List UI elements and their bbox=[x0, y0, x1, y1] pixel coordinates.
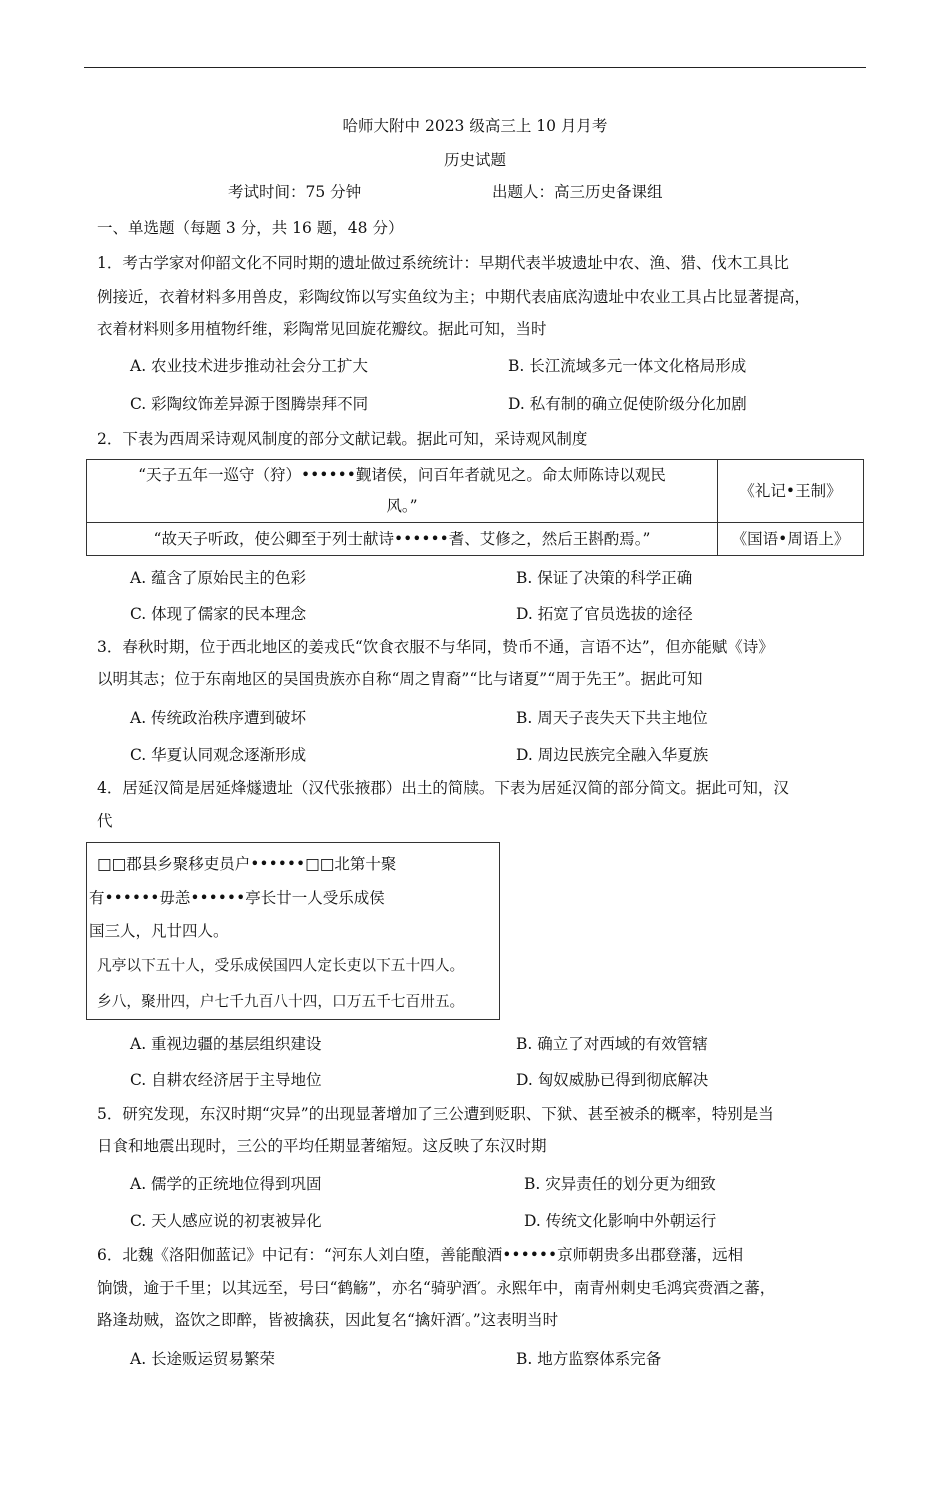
q5-option-b: B. 灾异责任的划分更为细致 bbox=[524, 1175, 716, 1193]
q4-option-b: B. 确立了对西域的有效管辖 bbox=[516, 1035, 708, 1053]
exam-author: 出题人：高三历史备课组 bbox=[492, 183, 663, 201]
table-row bbox=[87, 523, 864, 556]
q2-row1-text-line: 风。” bbox=[386, 497, 418, 515]
q5-option-a: A. 儒学的正统地位得到巩固 bbox=[130, 1175, 322, 1193]
q4-source-box bbox=[86, 842, 500, 1020]
q2-option-a: A. 蕴含了原始民主的色彩 bbox=[130, 569, 307, 587]
q3-stem-line: 以明其志；位于东南地区的吴国贵族亦自称“周之胄裔”“比与诸夏”“周于先王”。据此可知 bbox=[97, 670, 703, 688]
section-heading: 一、单选题（每题 3 分，共 16 题，48 分） bbox=[97, 219, 404, 237]
subject-title: 历史试题 bbox=[443, 151, 506, 169]
q5-stem-line: 日食和地震出现时，三公的平均任期显著缩短。这反映了东汉时期 bbox=[97, 1137, 547, 1155]
q4-box-line: 乡八，聚卅四，户七千九百八十四，口万五千七百卅五。 bbox=[97, 993, 465, 1010]
q4-box-line: 凡亭以下五十人，受乐成侯国四人定长吏以下五十四人。 bbox=[97, 957, 465, 974]
exam-time: 考试时间：75 分钟 bbox=[228, 183, 362, 201]
q2-stem: 2．下表为西周采诗观风制度的部分文献记载。据此可知，采诗观风制度 bbox=[97, 430, 588, 448]
q3-option-c: C. 华夏认同观念逐渐形成 bbox=[130, 746, 307, 764]
q4-box-line: □□郡县乡聚移吏员户••••••□□北第十聚 bbox=[97, 855, 397, 873]
q2-source-table bbox=[86, 459, 864, 556]
q2-row1-text bbox=[87, 460, 718, 523]
q1-stem-line: 衣着材料则多用植物纤维，彩陶常见回旋花瓣纹。据此可知，当时 bbox=[97, 320, 547, 338]
q4-option-a: A. 重视边疆的基层组织建设 bbox=[130, 1035, 322, 1053]
q1-option-a: A. 农业技术进步推动社会分工扩大 bbox=[130, 357, 369, 375]
q2-option-b: B. 保证了决策的科学正确 bbox=[516, 569, 693, 587]
q3-option-b: B. 周天子丧失天下共主地位 bbox=[516, 709, 708, 727]
q4-box-line: 有••••••毋恙••••••亭长廿一人受乐成侯 bbox=[89, 889, 385, 907]
q6-stem-line: 6．北魏《洛阳伽蓝记》中记有：“河东人刘白堕，善能酿酒••••••京师朝贵多出郡登藩，远相 bbox=[97, 1246, 744, 1264]
q4-box-line: 国三人，凡廿四人。 bbox=[89, 922, 229, 940]
q6-stem-line: 饷馈，逾于千里；以其远至，号曰“鹤觞”，亦名“骑驴酒′。永熙年中，南青州刺史毛鸿宾赍酒之蕃， bbox=[97, 1279, 776, 1297]
q2-option-d: D. 拓宽了官员选拔的途径 bbox=[516, 605, 693, 623]
q2-option-c: C. 体现了儒家的民本理念 bbox=[130, 605, 307, 623]
q1-stem-line: 例接近，衣着材料多用兽皮，彩陶纹饰以写实鱼纹为主；中期代表庙底沟遗址中农业工具占比显著提高， bbox=[97, 288, 811, 306]
q2-row1-text-line: “天子五年一巡守（狩）••••••觐诸侯，问百年者就见之。命太师陈诗以观民 bbox=[138, 466, 666, 484]
q4-option-d: D. 匈奴威胁已得到彻底解决 bbox=[516, 1071, 709, 1089]
exam-title: 哈师大附中 2023 级高三上 10 月月考 bbox=[342, 117, 608, 135]
q3-stem-line: 3．春秋时期，位于西北地区的姜戎氏“饮食衣服不与华同，贽币不通，言语不达”，但亦能赋《诗》 bbox=[97, 638, 774, 656]
q3-option-d: D. 周边民族完全融入华夏族 bbox=[516, 746, 709, 764]
q5-stem-line: 5．研究发现，东汉时期“灾异”的出现显著增加了三公遭到贬职、下狱、甚至被杀的概率，特别是当 bbox=[97, 1105, 774, 1123]
q1-option-b: B. 长江流域多元一体文化格局形成 bbox=[508, 357, 747, 375]
q4-stem-line: 4．居延汉简是居延烽燧遗址（汉代张掖郡）出土的简牍。下表为居延汉简的部分简文。据此可知，汉 bbox=[97, 779, 789, 797]
q5-option-c: C. 天人感应说的初衷被异化 bbox=[130, 1212, 322, 1230]
q6-stem-line: 路逢劫贼，盗饮之即醉，皆被擒获，因此复名“擒奸酒′。”这表明当时 bbox=[97, 1311, 559, 1329]
q1-stem-line: 1．考古学家对仰韶文化不同时期的遗址做过系统统计：早期代表半坡遗址中农、渔、猎、伐木工具比 bbox=[97, 254, 789, 272]
table-row bbox=[87, 460, 864, 523]
q2-row1-source: 《礼记•王制》 bbox=[718, 460, 864, 523]
q1-option-d: D. 私有制的确立促使阶级分化加剧 bbox=[508, 395, 747, 413]
q5-option-d: D. 传统文化影响中外朝运行 bbox=[524, 1212, 717, 1230]
q3-option-a: A. 传统政治秩序遭到破坏 bbox=[130, 709, 307, 727]
q6-option-a: A. 长途贩运贸易繁荣 bbox=[130, 1350, 276, 1368]
top-rule bbox=[84, 67, 866, 68]
q2-row2-source: 《国语•周语上》 bbox=[718, 523, 864, 556]
q4-option-c: C. 自耕农经济居于主导地位 bbox=[130, 1071, 322, 1089]
q6-option-b: B. 地方监察体系完备 bbox=[516, 1350, 662, 1368]
q1-option-c: C. 彩陶纹饰差异源于图腾崇拜不同 bbox=[130, 395, 369, 413]
q2-row2-text: “故天子听政，使公卿至于列士献诗••••••耆、艾修之，然后王斟酌焉。” bbox=[87, 523, 718, 556]
q4-stem-line: 代 bbox=[97, 812, 113, 830]
